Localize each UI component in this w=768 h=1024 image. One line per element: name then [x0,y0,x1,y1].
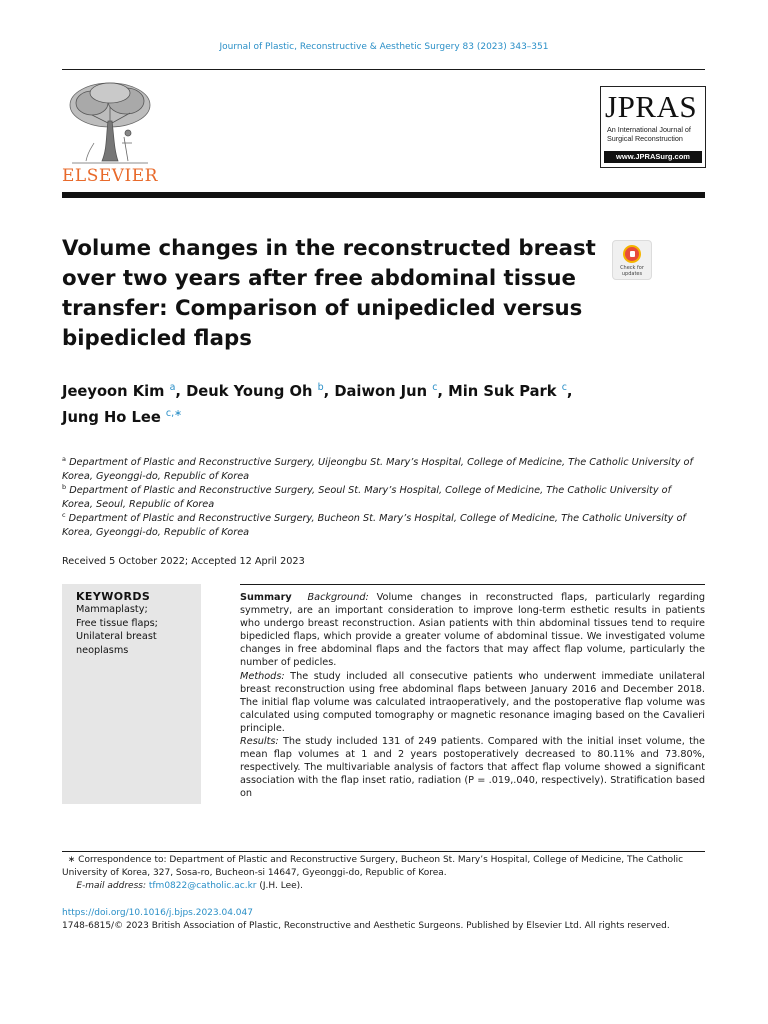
correspondence-text: Correspondence to: Department of Plastic and Reconstructive Surgery, Bucheon St. Mary’s Hospital, College of Medicine, The Catholic University of Korea, 327, Sosa-ro, Bucheon-si 14647, Gyeonggi-do, Republic of Korea. [62,855,684,878]
check-for-updates-label: Check for updates [620,265,644,277]
abstract-results [240,735,705,800]
doi-link[interactable]: https://doi.org/10.1016/j.bjps.2023.04.047 [62,908,253,918]
email-link[interactable]: tfm0822@catholic.ac.kr [148,881,257,891]
email-suffix: (J.H. Lee). [259,881,304,891]
received-dates: Received 5 October 2022; Accepted 12 April 2023 [62,556,305,567]
author-separator: , [323,382,335,400]
jpras-logo-name: JPRAS [605,89,698,124]
bookmark-icon [623,245,641,263]
author-separator: , [437,382,449,400]
affiliation-sup: b [62,483,67,491]
summary-label: Summary [240,592,292,603]
results-label: Results: [240,736,279,748]
affiliation-sup: a [62,455,66,463]
header-thick-rule [62,192,705,198]
author-name[interactable]: Deuk Young Oh [186,382,313,400]
author-name[interactable]: Min Suk Park [448,382,557,400]
email-label: E-mail address: [76,881,146,891]
author-name[interactable]: Jeeyoon Kim [62,382,165,400]
jpras-logo-url: www.JPRASurg.com [604,151,702,163]
author-list [62,377,662,429]
footnote-rule [62,851,705,852]
journal-citation[interactable]: Journal of Plastic, Reconstructive & Aesthetic Surgery 83 (2023) 343–351 [219,42,549,52]
keyword-item: Free tissue flaps; [76,617,158,629]
abstract-rule [240,584,705,585]
jpras-logo[interactable] [600,86,706,168]
author-separator: , [566,382,573,400]
keyword-item: Unilateral breast neoplasms [76,631,157,656]
methods-label: Methods: [240,670,285,682]
footnote-marker: ∗ [67,855,76,865]
copyright-line: 1748-6815/© 2023 British Association of Plastic, Reconstructive and Aesthetic Surgeons. Published by Elsevier Ltd. All rights reserved. [62,921,670,931]
jpras-subtitle-line1: An International Journal of [607,125,691,134]
elsevier-wordmark: ELSEVIER [62,166,158,186]
check-for-updates-badge[interactable] [612,240,652,280]
keyword-item: Mammaplasty; [76,604,148,615]
jpras-logo-subtitle [607,126,691,143]
jpras-subtitle-line2: Surgical Reconstruction [607,133,683,143]
affiliation-text: Department of Plastic and Reconstructive Surgery, Bucheon St. Mary’s Hospital, College of Medicine, The Catholic University of Korea, Gyeonggi-do, Republic of Korea [62,513,686,539]
results-text: The study included 131 of 249 patients. Compared with the initial inset volume, the mean flap volumes at 1 and 2 years postoperatively decreased to 80.11% and 73.80%, respectively. The multivariable analysis of factors that affect flap volume showed a significant association with the flap inset ratio, radiation (P = .019,.040, respectively). Stratification based on [240,736,705,800]
author-affil-sup[interactable]: c [561,382,567,393]
author-affil-sup[interactable]: c [432,382,438,393]
author-affil-sup[interactable]: a [169,382,176,393]
correspondence-footnote [62,854,705,893]
article-title: Volume changes in the reconstructed breast over two years after free abdominal tissue transfer: Comparison of unipedicled versus bipedicled flaps [62,236,596,351]
author-affil-sup[interactable]: c,∗ [165,407,183,419]
header-rule [62,69,705,70]
author-name[interactable]: Jung Ho Lee [62,408,161,426]
methods-text: The study included all consecutive patients who underwent immediate unilateral breast reconstruction using free abdominal flaps between January 2016 and December 2018. The initial flap volume was calculated intraoperatively, and the postoperative flap volume was calculated using computed tomography or magnetic resonance imaging based on the Cavalieri principle. [240,670,705,734]
author-name[interactable]: Daiwon Jun [334,382,428,400]
abstract-background [240,591,705,670]
affiliation-sup: c [62,511,66,519]
author-separator: , [175,382,187,400]
keywords-box [62,584,201,804]
author-affil-sup[interactable]: b [317,382,324,393]
affiliation-c [62,508,702,540]
affiliation-text: Department of Plastic and Reconstructive Surgery, Uijeongbu St. Mary’s Hospital, College of Medicine, The Catholic University of Korea, Gyeonggi-do, Republic of Korea [62,457,693,483]
abstract [240,591,705,801]
abstract-methods [240,670,705,735]
background-text: Volume changes in reconstructed flaps, particularly regarding symmetry, are an important consideration to improve long-term esthetic results in patients who undergo breast reconstruction. Asian patients with thin abdominal tissues tend to require bipedicled flaps, which provide a greater volume of abdominal tissue. We investigated volume changes in free abdominal flaps and the factors that may affect flap volume, particularly the number of pedicles. [240,592,705,669]
background-label: Background: [307,592,369,603]
keywords-heading: KEYWORDS [76,590,151,603]
affiliation-text: Department of Plastic and Reconstructive Surgery, Seoul St. Mary’s Hospital, College of Medicine, The Catholic University of Korea, Seoul, Republic of Korea [62,485,671,511]
